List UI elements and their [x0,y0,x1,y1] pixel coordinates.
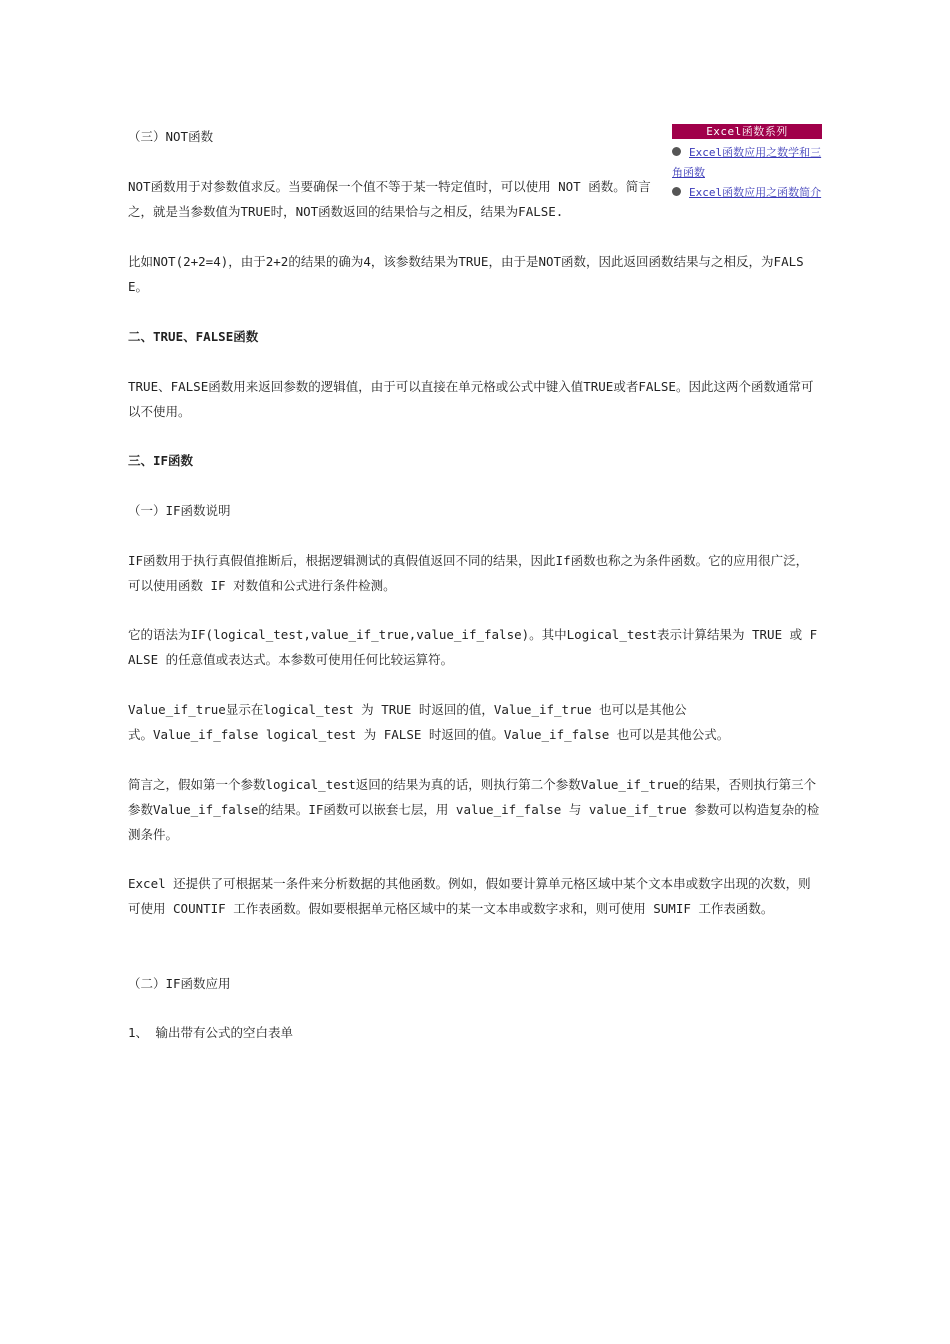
section-heading-not: （三）NOT函数 [128,129,214,144]
paragraph-not-example: 比如NOT(2+2=4)，由于2+2的结果的确为4，该参数结果为TRUE，由于是NOT函数，因此返回函数结果与之相反，为FALSE。 [128,254,804,294]
related-articles-title: Excel函数系列 [672,124,822,139]
link-function-introduction[interactable]: Excel函数应用之函数简介 [689,186,822,199]
paragraph-not-description: NOT函数用于对参数值求反。当要确保一个值不等于某一特定值时，可以使用 NOT 函数。简言之，就是当参数值为TRUE时，NOT函数返回的结果恰与之相反，结果为FALSE. [128,179,651,219]
paragraph-true-false: TRUE、FALSE函数用来返回参数的逻辑值，由于可以直接在单元格或公式中键入值TRUE或者FALSE。因此这两个函数通常可以不使用。 [128,379,814,419]
paragraph-related-functions: Excel 还提供了可根据某一条件来分析数据的其他函数。例如，假如要计算单元格区域中某个文本串或数字出现的次数，则可使用 COUNTIF 工作表函数。假如要根据单元格区域中的某一文本串或数字求和，则可使用 SUMIF 工作表函数。 [128,876,811,916]
related-articles-box [672,124,822,203]
section-heading-if: 三、IF函数 [128,453,194,468]
link-math-trig-functions[interactable]: Excel函数应用之数学和三角函数 [672,146,822,179]
paragraph-if-syntax: 它的语法为IF(logical_test,value_if_true,value_if_false)。其中Logical_test表示计算结果为 TRUE 或 FALSE 的任意值或表达式。本参数可使用任何比较运算符。 [128,627,818,667]
section-heading-true-false: 二、TRUE、FALSE函数 [128,329,259,344]
related-articles-list [672,143,822,203]
paragraph-if-intro: IF函数用于执行真假值推断后，根据逻辑测试的真假值返回不同的结果，因此If函数也称之为条件函数。它的应用很广泛，可以使用函数 IF 对数值和公式进行条件检测。 [128,553,809,593]
subheading-if-application: （二）IF函数应用 [128,976,231,991]
paragraph-if-summary: 简言之，假如第一个参数logical_test返回的结果为真的话，则执行第二个参数Value_if_true的结果，否则执行第三个参数Value_if_false的结果。IF函数可以嵌套七层，用 value_if_false 与 value_if_true 参数可以构造复杂的检测条件。 [128,777,820,842]
bullet-icon [672,187,681,196]
list-item-blank-form: 1、 输出带有公式的空白表单 [128,1025,294,1040]
list-item [672,183,822,203]
paragraph-if-value-true-line: Value_if_true显示在logical_test 为 TRUE 时返回的值，Value_if_true 也可以是其他公 [128,702,687,717]
list-item [672,143,822,183]
bullet-icon [672,147,681,156]
paragraph-if-value-false-line: 式。Value_if_false logical_test 为 FALSE 时返回的值。Value_if_false 也可以是其他公式。 [128,727,730,742]
subheading-if-description: （一）IF函数说明 [128,503,231,518]
